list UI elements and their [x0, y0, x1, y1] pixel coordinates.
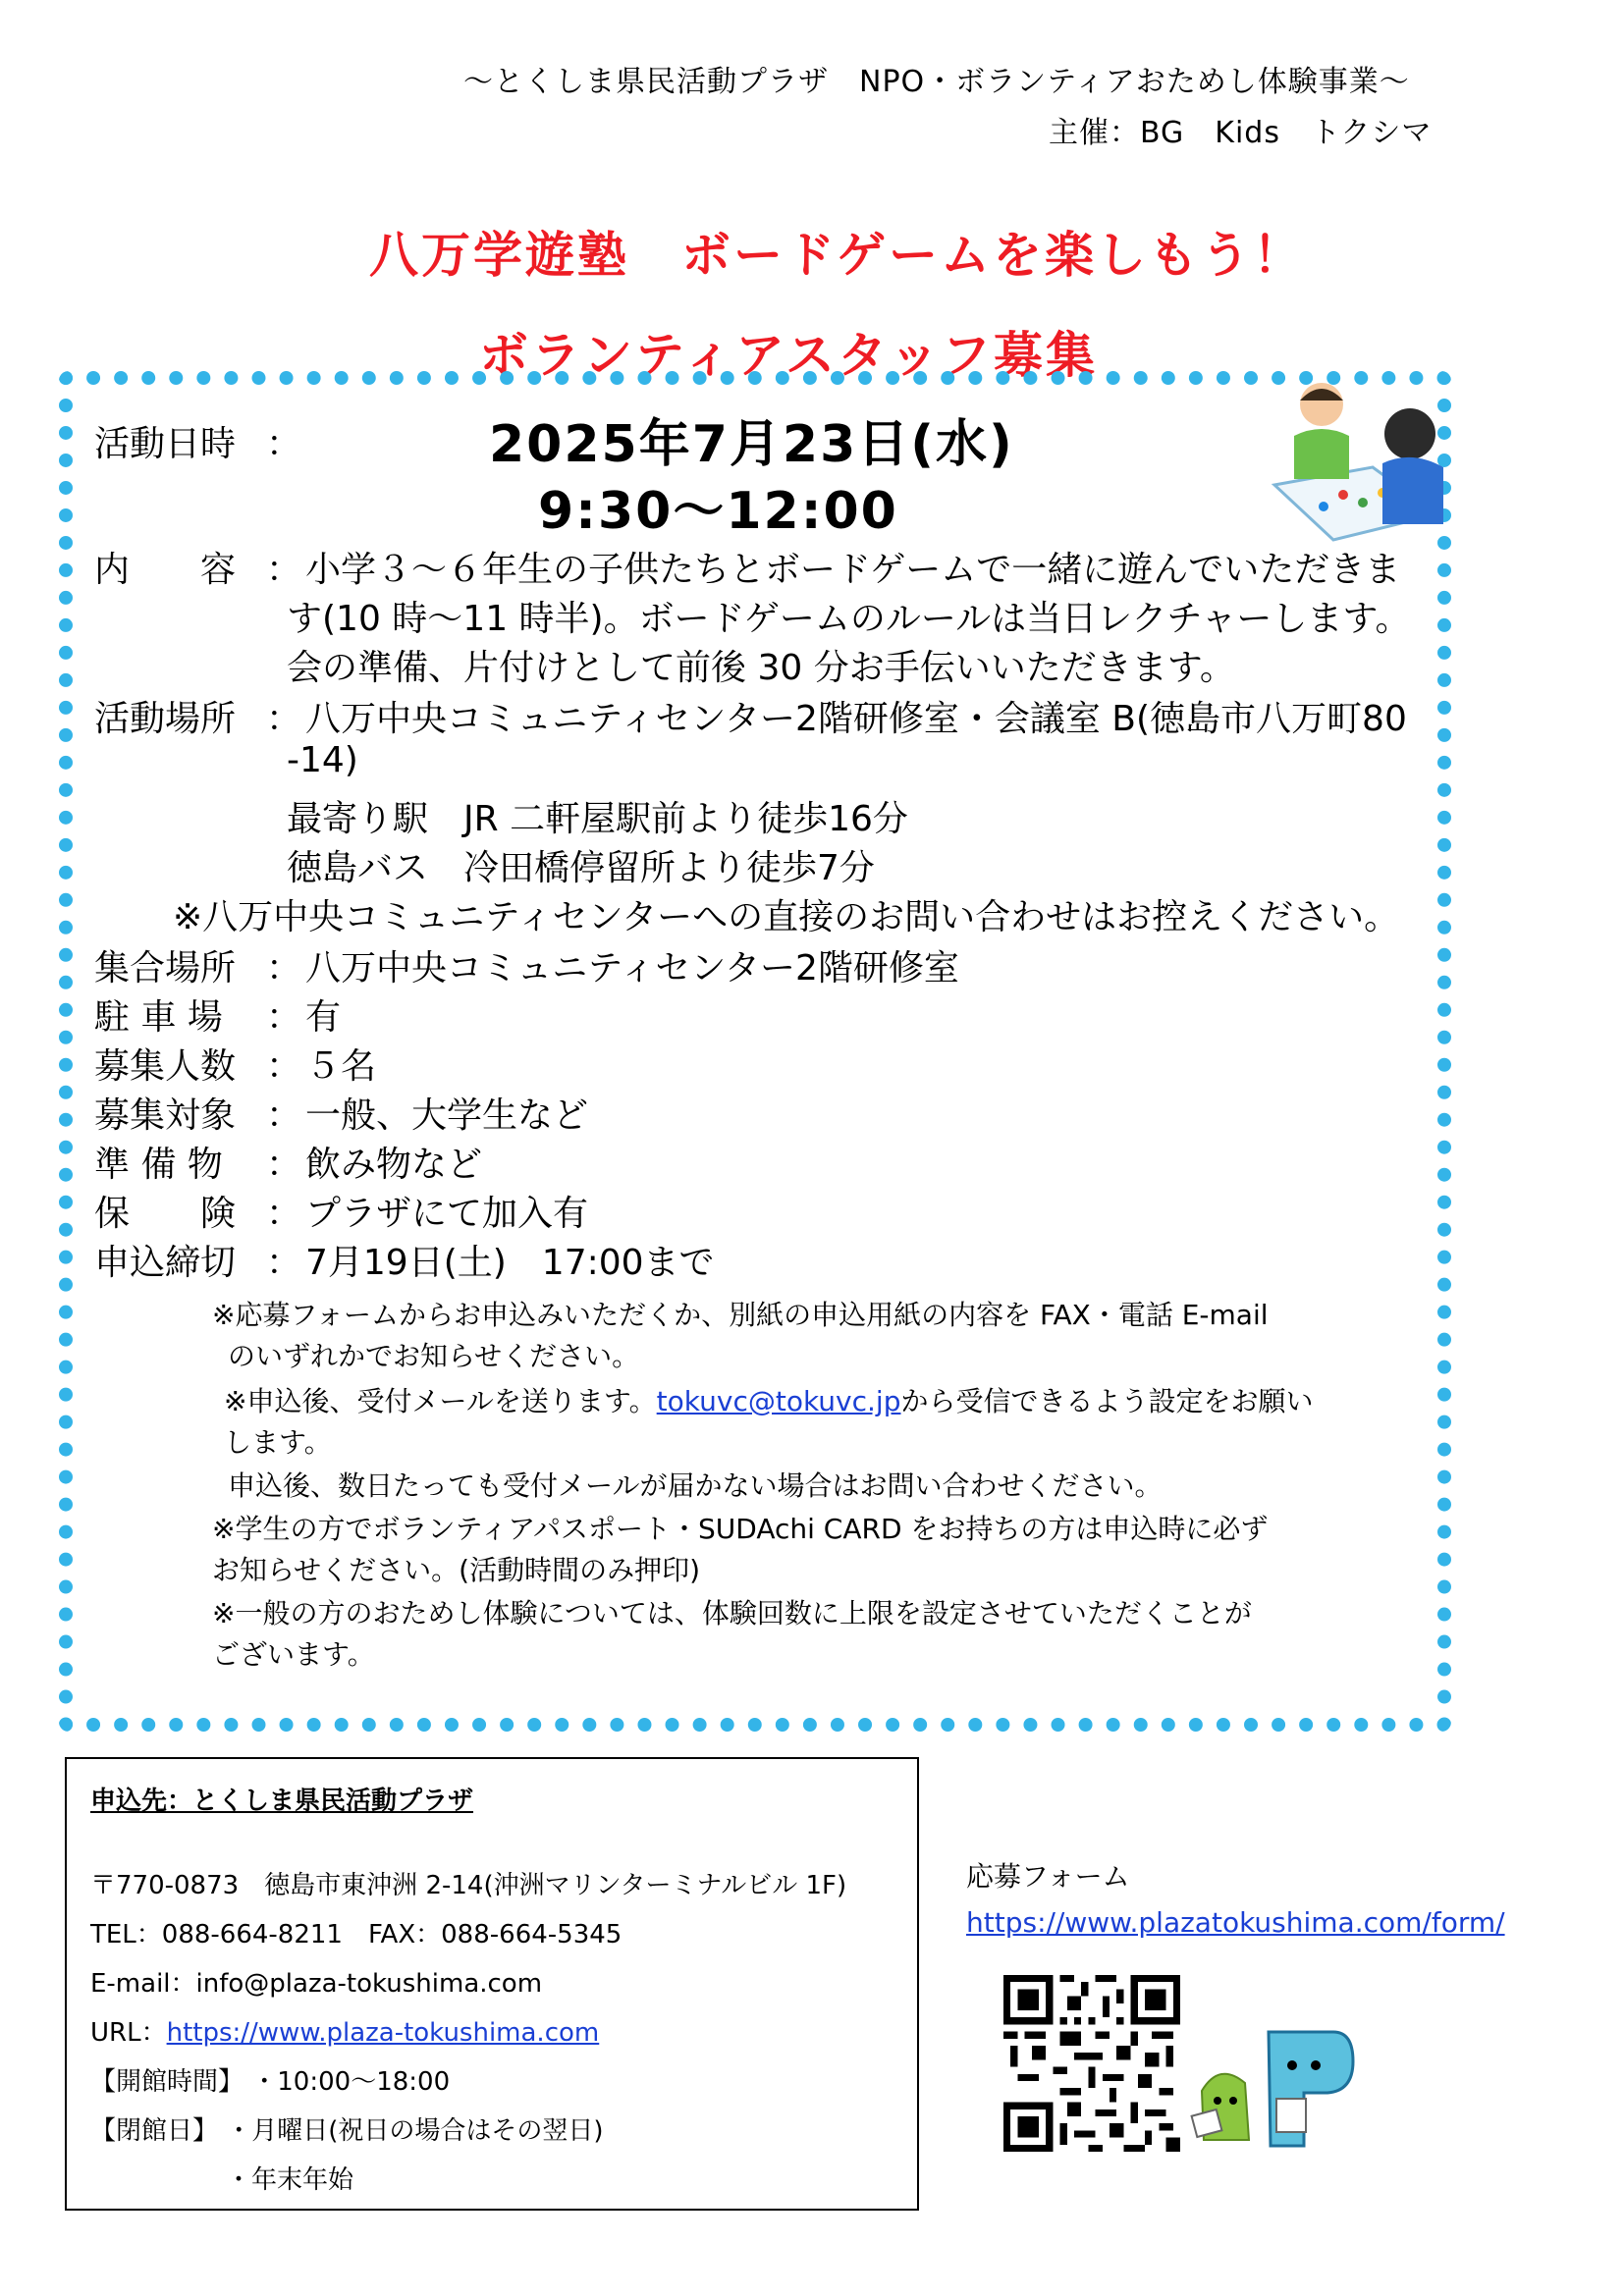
content-row — [94, 542, 1400, 592]
insurance-row — [94, 1186, 588, 1236]
note-text: から受信できるよう設定をお願い — [900, 1385, 1314, 1417]
event-title: 八万学遊塾 ボードゲームを楽しもう！ — [369, 227, 1305, 284]
content-line-3: 会の準備、片付けとして前後 30 分お手伝いいただきます。 — [287, 648, 1235, 688]
deadline-label: 申込締切 — [94, 1243, 237, 1283]
place-label: 活動場所 — [94, 699, 237, 739]
closed-days-year-end: ・年末年始 — [226, 2165, 354, 2195]
note-apply-method-cont: のいずれかでお知らせください。 — [228, 1340, 640, 1372]
contact-email: E-mail：info@plaza-tokushima.com — [90, 1969, 543, 1999]
note-trial-limit-cont: ございます。 — [212, 1638, 375, 1671]
event-date: 2025年7月23日(水) — [489, 415, 1014, 474]
application-form-link[interactable]: https://www.plazatokushima.com/form/ — [966, 1906, 1505, 1939]
note-student-passport: ※学生の方でボランティアパスポート・SUDAchi CARD をお持ちの方は申込時に必ず — [212, 1513, 1269, 1545]
note-apply-method: ※応募フォームからお申込みいただくか、別紙の申込用紙の内容を FAX・電話 E-mail — [212, 1299, 1269, 1331]
insurance-value: プラザにて加入有 — [305, 1194, 589, 1234]
qr-code-icon[interactable] — [1003, 1975, 1180, 2152]
colon: ： — [266, 1046, 302, 1087]
items-row — [94, 1137, 482, 1187]
items-label: 準 備 物 — [94, 1145, 223, 1185]
contact-email-link[interactable]: tokuvc@tokuvc.jp — [656, 1385, 901, 1417]
meeting-label: 集合場所 — [94, 948, 237, 988]
parking-label: 駐 車 場 — [94, 997, 223, 1038]
organizer-label: 主催：BG Kids トクシマ — [1049, 116, 1433, 150]
note-confirmation-mail-cont: します。 — [224, 1426, 332, 1459]
content-line-2: す(10 時～11 時半)。ボードゲームのルールは当日レクチャーします。 — [287, 599, 1411, 639]
capacity-label: 募集人数 — [94, 1046, 237, 1087]
datetime-label: 活動日時 — [94, 424, 237, 464]
colon: ： — [266, 1145, 302, 1185]
note-student-passport-cont: お知らせください。(活動時間のみ押印) — [212, 1554, 701, 1586]
target-value: 一般、大学生など — [305, 1095, 589, 1136]
contact-heading: 申込先：とくしま県民活動プラザ — [90, 1787, 474, 1816]
place-row — [94, 691, 1407, 741]
colon: ： — [266, 424, 302, 464]
place-note: ※八万中央コミュニティセンターへの直接のお問い合わせはお控えください。 — [173, 897, 1400, 937]
colon: ： — [266, 1095, 302, 1136]
contact-url-row — [90, 2012, 599, 2049]
deadline-value: 7月19日(土) 17:00まで — [305, 1243, 715, 1283]
colon: ： — [266, 550, 302, 590]
target-label: 募集対象 — [94, 1095, 237, 1136]
url-label: URL： — [90, 2018, 167, 2048]
colon: ： — [266, 699, 302, 739]
note-confirmation-mail — [224, 1380, 1314, 1419]
items-value: 飲み物など — [305, 1145, 483, 1185]
contact-tel-fax: TEL：088-664-8211 FAX：088-664-5345 — [90, 1920, 623, 1949]
target-row — [94, 1088, 588, 1138]
capacity-row — [94, 1039, 376, 1089]
event-time: 9:30～12:00 — [538, 482, 898, 541]
note-trial-limit: ※一般の方のおためし体験については、体験回数に上限を設定させていただくことが — [212, 1597, 1252, 1629]
colon: ： — [266, 948, 302, 988]
parking-value: 有 — [305, 997, 342, 1038]
capacity-value: ５名 — [305, 1046, 377, 1087]
datetime-row — [94, 416, 305, 466]
website-link[interactable]: https://www.plaza-tokushima.com — [166, 2018, 600, 2048]
application-form-label: 応募フォーム — [966, 1860, 1130, 1893]
colon: ： — [266, 997, 302, 1038]
colon: ： — [266, 1194, 302, 1234]
content-line-1: 小学３～６年生の子供たちとボードゲームで一緒に遊んでいただきま — [305, 550, 1401, 590]
colon: ： — [266, 1243, 302, 1283]
meeting-value: 八万中央コミュニティセンター2階研修室 — [305, 948, 959, 988]
content-label: 内 容 — [94, 550, 237, 590]
meeting-row — [94, 940, 959, 990]
opening-hours: 【開館時間】 ・10:00～18:00 — [90, 2067, 451, 2097]
kids-boardgame-illustration — [1265, 377, 1449, 550]
nearest-station: 最寄り駅 JR 二軒屋駅前より徒歩16分 — [287, 799, 908, 839]
place-line-1: 八万中央コミュニティセンター2階研修室・会議室 B(徳島市八万町80 — [305, 699, 1407, 739]
contact-address: 〒770-0873 徳島市東沖洲 2-14(沖洲マリンターミナルビル 1F) — [90, 1871, 847, 1900]
deadline-row — [94, 1235, 715, 1285]
parking-row — [94, 989, 341, 1040]
insurance-label: 保 険 — [94, 1194, 237, 1234]
bus-access: 徳島バス 冷田橋停留所より徒歩7分 — [287, 848, 875, 888]
closed-days: 【閉館日】 ・月曜日(祝日の場合はその翌日) — [90, 2116, 604, 2146]
note-no-reply: 申込後、数日たっても受付メールが届かない場合はお問い合わせください。 — [228, 1469, 1163, 1502]
header-tagline: ～とくしま県民活動プラザ NPO・ボランティアおためし体験事業～ — [463, 65, 1410, 99]
plaza-mascot-illustration — [1190, 2022, 1357, 2156]
note-text: ※申込後、受付メールを送ります。 — [224, 1385, 657, 1417]
recruitment-title: ボランティアスタッフ募集 — [479, 327, 1098, 384]
place-line-2: -14) — [287, 740, 358, 780]
